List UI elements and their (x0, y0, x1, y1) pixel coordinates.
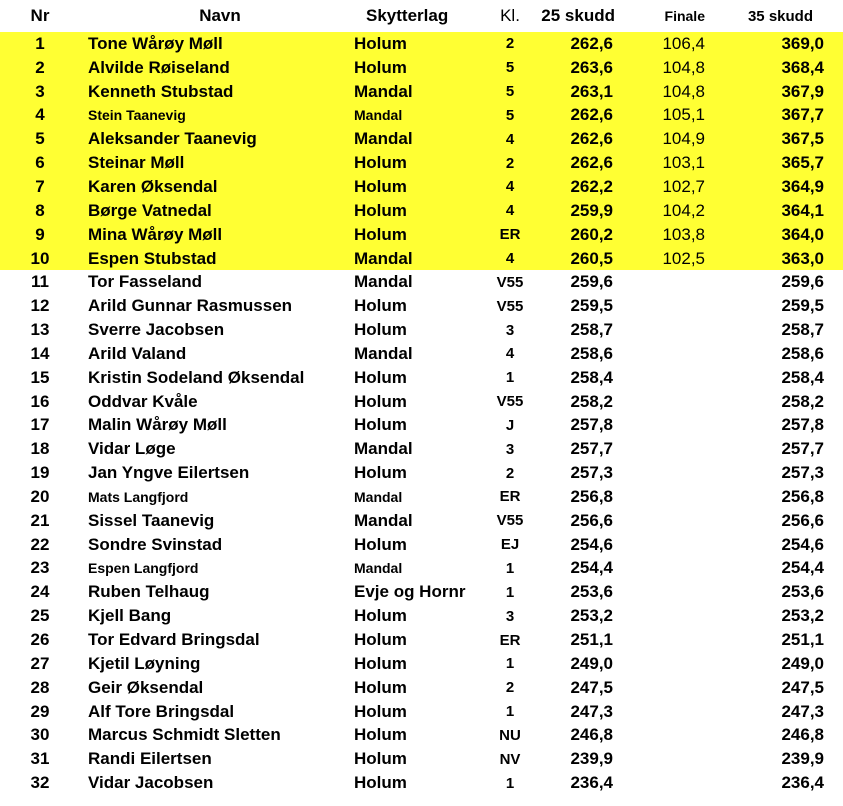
club-cell: Mandal (354, 510, 413, 530)
score-25-cell: 247,5 (570, 677, 613, 697)
rank-cell: 18 (30, 439, 50, 459)
club-cell: Holum (354, 224, 407, 244)
table-row (0, 628, 843, 652)
club-cell: Holum (354, 677, 407, 697)
club-cell: Holum (354, 57, 407, 77)
table-row (0, 533, 843, 557)
score-25-cell: 260,2 (570, 224, 613, 244)
table-row (0, 771, 843, 795)
class-cell: J (505, 416, 515, 434)
class-cell: 2 (505, 35, 515, 53)
score-35-cell: 368,4 (781, 57, 824, 77)
table-row (0, 104, 843, 128)
score-25-cell: 262,6 (570, 33, 613, 53)
club-cell: Holum (354, 367, 407, 387)
rank-cell: 2 (35, 57, 45, 77)
score-35-cell: 367,7 (781, 105, 824, 125)
name-cell: Ruben Telhaug (88, 582, 210, 602)
name-cell: Malin Wårøy Møll (88, 415, 227, 435)
class-cell: NV (499, 750, 521, 768)
class-cell: 4 (505, 178, 515, 196)
header-25-skudd: 25 skudd (541, 6, 615, 25)
table-row (0, 342, 843, 366)
name-cell: Randi Eilertsen (88, 749, 212, 769)
table-row (0, 318, 843, 342)
score-35-cell: 251,1 (781, 630, 824, 650)
score-35-cell: 365,7 (781, 153, 824, 173)
score-25-cell: 247,3 (570, 701, 613, 721)
score-25-cell: 249,0 (570, 653, 613, 673)
score-35-cell: 367,5 (781, 129, 824, 149)
club-cell: Mandal (354, 439, 413, 459)
score-25-cell: 257,7 (570, 439, 613, 459)
score-25-cell: 257,8 (570, 415, 613, 435)
name-cell: Kenneth Stubstad (88, 81, 234, 101)
name-cell: Marcus Schmidt Sletten (88, 725, 281, 745)
score-35-cell: 258,2 (781, 391, 824, 411)
class-cell: 5 (505, 106, 515, 124)
table-row (0, 270, 843, 294)
class-cell: V55 (496, 512, 524, 530)
club-cell: Holum (354, 773, 407, 793)
club-cell: Holum (354, 320, 407, 340)
score-25-cell: 257,3 (570, 463, 613, 483)
table-row (0, 414, 843, 438)
table-row (0, 557, 843, 581)
club-cell: Holum (354, 630, 407, 650)
rank-cell: 31 (30, 749, 50, 769)
score-35-cell: 258,6 (781, 343, 824, 363)
name-cell: Vidar Jacobsen (88, 773, 214, 793)
rank-cell: 21 (30, 510, 50, 530)
club-cell: Holum (354, 749, 407, 769)
club-cell: Mandal (354, 488, 403, 505)
score-35-cell: 247,3 (781, 701, 824, 721)
score-25-cell: 262,2 (570, 176, 613, 196)
rank-cell: 6 (35, 153, 45, 173)
club-cell: Holum (354, 200, 407, 220)
table-row (0, 175, 843, 199)
class-cell: ER (499, 488, 521, 506)
rank-cell: 3 (35, 81, 45, 101)
table-row (0, 294, 843, 318)
score-25-cell: 259,5 (570, 296, 613, 316)
club-cell: Holum (354, 153, 407, 173)
header-nr: Nr (30, 6, 50, 25)
table-row (0, 580, 843, 604)
score-35-cell: 253,6 (781, 582, 824, 602)
name-cell: Alf Tore Bringsdal (88, 701, 235, 721)
rank-cell: 19 (30, 463, 50, 483)
club-cell: Mandal (354, 560, 403, 577)
final-cell: 104,8 (662, 57, 705, 77)
score-25-cell: 258,6 (570, 343, 613, 363)
name-cell: Kristin Sodeland Øksendal (88, 367, 305, 387)
score-25-cell: 263,6 (570, 57, 613, 77)
header-row (0, 0, 843, 32)
score-25-cell: 259,6 (570, 272, 613, 292)
table-row (0, 604, 843, 628)
score-25-cell: 239,9 (570, 749, 613, 769)
class-cell: 5 (505, 59, 515, 77)
club-cell: Holum (354, 534, 407, 554)
name-cell: Geir Øksendal (88, 677, 204, 697)
club-cell: Mandal (354, 272, 413, 292)
score-35-cell: 239,9 (781, 749, 824, 769)
rank-cell: 8 (35, 200, 45, 220)
table-row (0, 390, 843, 414)
header-35-skudd: 35 skudd (747, 7, 813, 25)
table-row (0, 127, 843, 151)
score-25-cell: 254,4 (570, 558, 613, 578)
name-cell: Sissel Taanevig (88, 510, 215, 530)
rank-cell: 10 (30, 248, 50, 268)
score-35-cell: 256,6 (781, 510, 824, 530)
class-cell: ER (499, 226, 521, 244)
score-35-cell: 369,0 (781, 33, 824, 53)
score-35-cell: 258,7 (781, 320, 824, 340)
final-cell: 103,1 (662, 153, 705, 173)
rank-cell: 1 (35, 33, 45, 53)
class-cell: 2 (505, 154, 515, 172)
name-cell: Tor Fasseland (88, 272, 202, 292)
class-cell: V55 (496, 297, 524, 315)
score-25-cell: 253,2 (570, 606, 613, 626)
table-row (0, 747, 843, 771)
class-cell: 1 (505, 774, 515, 792)
name-cell: Tor Edvard Bringsdal (88, 630, 260, 650)
club-cell: Holum (354, 653, 407, 673)
score-35-cell: 253,2 (781, 606, 824, 626)
final-cell: 102,5 (662, 248, 705, 268)
table-row (0, 437, 843, 461)
score-25-cell: 256,6 (570, 510, 613, 530)
final-cell: 103,8 (662, 224, 705, 244)
name-cell: Arild Gunnar Rasmussen (88, 296, 293, 316)
table-row (0, 509, 843, 533)
club-cell: Mandal (354, 343, 413, 363)
name-cell: Mina Wårøy Møll (88, 224, 223, 244)
score-35-cell: 256,8 (781, 486, 824, 506)
score-25-cell: 258,4 (570, 367, 613, 387)
header-finale: Finale (664, 8, 705, 24)
score-35-cell: 258,4 (781, 367, 824, 387)
final-cell: 106,4 (662, 33, 705, 53)
name-cell: Steinar Møll (88, 153, 185, 173)
score-25-cell: 253,6 (570, 582, 613, 602)
class-cell: 3 (505, 440, 515, 458)
rank-cell: 5 (35, 129, 45, 149)
name-cell: Alvilde Røiseland (88, 57, 230, 77)
score-25-cell: 258,7 (570, 320, 613, 340)
rank-cell: 26 (30, 630, 50, 650)
name-cell: Sverre Jacobsen (88, 320, 225, 340)
rank-cell: 24 (30, 582, 50, 602)
class-cell: 4 (505, 250, 515, 268)
club-cell: Holum (354, 606, 407, 626)
rank-cell: 32 (30, 773, 50, 793)
class-cell: 1 (505, 655, 515, 673)
club-cell: Mandal (354, 81, 413, 101)
club-cell: Mandal (354, 129, 413, 149)
name-cell: Karen Øksendal (88, 176, 218, 196)
club-cell: Mandal (354, 248, 413, 268)
club-cell: Holum (354, 463, 407, 483)
score-35-cell: 247,5 (781, 677, 824, 697)
rank-cell: 29 (30, 701, 50, 721)
class-cell: ER (499, 631, 521, 649)
table-row (0, 80, 843, 104)
name-cell: Mats Langfjord (88, 488, 189, 505)
score-25-cell: 246,8 (570, 725, 613, 745)
score-35-cell: 259,6 (781, 272, 824, 292)
table-row (0, 652, 843, 676)
rank-cell: 14 (30, 343, 50, 363)
club-cell: Holum (354, 33, 407, 53)
rank-cell: 4 (35, 105, 45, 125)
rank-cell: 27 (30, 653, 50, 673)
final-cell: 104,8 (662, 81, 705, 101)
name-cell: Arild Valand (88, 343, 187, 363)
table-row (0, 32, 843, 56)
rank-cell: 7 (35, 176, 45, 196)
score-35-cell: 257,8 (781, 415, 824, 435)
final-cell: 105,1 (662, 105, 705, 125)
table-row (0, 366, 843, 390)
class-cell: 1 (505, 703, 515, 721)
name-cell: Espen Langfjord (88, 560, 199, 577)
rank-cell: 11 (31, 272, 49, 292)
table-row (0, 223, 843, 247)
rank-cell: 30 (30, 725, 50, 745)
score-35-cell: 249,0 (781, 653, 824, 673)
rank-cell: 20 (30, 486, 50, 506)
rank-cell: 9 (35, 224, 45, 244)
table-row (0, 485, 843, 509)
class-cell: 4 (505, 345, 515, 363)
final-cell: 104,2 (662, 200, 705, 220)
class-cell: V55 (496, 273, 524, 291)
score-25-cell: 259,9 (570, 200, 613, 220)
score-25-cell: 263,1 (570, 81, 613, 101)
rank-cell: 25 (30, 606, 50, 626)
name-cell: Oddvar Kvåle (88, 391, 198, 411)
rank-cell: 28 (30, 677, 50, 697)
rank-cell: 16 (30, 391, 50, 411)
score-25-cell: 262,6 (570, 105, 613, 125)
club-cell: Mandal (354, 107, 403, 124)
class-cell: 4 (505, 130, 515, 148)
name-cell: Jan Yngve Eilertsen (88, 463, 250, 483)
name-cell: Stein Taanevig (88, 107, 186, 124)
score-25-cell: 251,1 (570, 630, 613, 650)
name-cell: Børge Vatnedal (88, 200, 212, 220)
table-row (0, 151, 843, 175)
name-cell: Vidar Løge (88, 439, 176, 459)
class-cell: NU (499, 726, 521, 744)
class-cell: 2 (505, 464, 515, 482)
club-cell: Holum (354, 391, 407, 411)
score-25-cell: 262,6 (570, 129, 613, 149)
table-row (0, 199, 843, 223)
class-cell: 3 (505, 607, 515, 625)
class-cell: 3 (505, 321, 515, 339)
class-cell: V55 (496, 393, 524, 411)
club-cell: Evje og Hornr (354, 582, 466, 602)
rank-cell: 17 (30, 415, 50, 435)
score-25-cell: 254,6 (570, 534, 613, 554)
class-cell: 1 (505, 559, 515, 577)
table-row (0, 247, 843, 271)
score-35-cell: 236,4 (781, 773, 824, 793)
club-cell: Holum (354, 415, 407, 435)
club-cell: Holum (354, 176, 407, 196)
club-cell: Holum (354, 725, 407, 745)
header-kl: Kl. (500, 6, 520, 25)
score-25-cell: 256,8 (570, 486, 613, 506)
header-navn: Navn (199, 6, 241, 25)
table-row (0, 56, 843, 80)
rank-cell: 15 (30, 367, 50, 387)
final-cell: 104,9 (662, 129, 705, 149)
club-cell: Holum (354, 296, 407, 316)
name-cell: Espen Stubstad (88, 248, 217, 268)
class-cell: 2 (505, 679, 515, 697)
rank-cell: 13 (30, 320, 50, 340)
class-cell: 4 (505, 202, 515, 220)
name-cell: Aleksander Taanevig (88, 129, 257, 149)
name-cell: Kjetil Løyning (88, 653, 201, 673)
score-35-cell: 367,9 (781, 81, 824, 101)
name-cell: Kjell Bang (88, 606, 172, 626)
score-35-cell: 363,0 (781, 248, 824, 268)
score-35-cell: 364,9 (781, 176, 824, 196)
score-35-cell: 254,4 (781, 558, 824, 578)
name-cell: Tone Wårøy Møll (88, 33, 223, 53)
score-25-cell: 258,2 (570, 391, 613, 411)
score-35-cell: 257,7 (781, 439, 824, 459)
score-35-cell: 257,3 (781, 463, 824, 483)
score-35-cell: 364,0 (781, 224, 824, 244)
header-skytterlag: Skytterlag (366, 6, 449, 25)
class-cell: 1 (505, 369, 515, 387)
class-cell: EJ (500, 536, 520, 554)
score-35-cell: 246,8 (781, 725, 824, 745)
rank-cell: 23 (30, 558, 50, 578)
table-row (0, 676, 843, 700)
final-cell: 102,7 (662, 176, 705, 196)
score-25-cell: 262,6 (570, 153, 613, 173)
score-25-cell: 260,5 (570, 248, 613, 268)
class-cell: 5 (505, 83, 515, 101)
score-25-cell: 236,4 (570, 773, 613, 793)
class-cell: 1 (505, 583, 515, 601)
table-row (0, 700, 843, 724)
score-35-cell: 254,6 (781, 534, 824, 554)
name-cell: Sondre Svinstad (88, 534, 223, 554)
table-row (0, 461, 843, 485)
rank-cell: 12 (30, 296, 50, 316)
score-35-cell: 364,1 (781, 200, 824, 220)
rank-cell: 22 (30, 534, 50, 554)
score-35-cell: 259,5 (781, 296, 824, 316)
table-row (0, 723, 843, 747)
club-cell: Holum (354, 701, 407, 721)
